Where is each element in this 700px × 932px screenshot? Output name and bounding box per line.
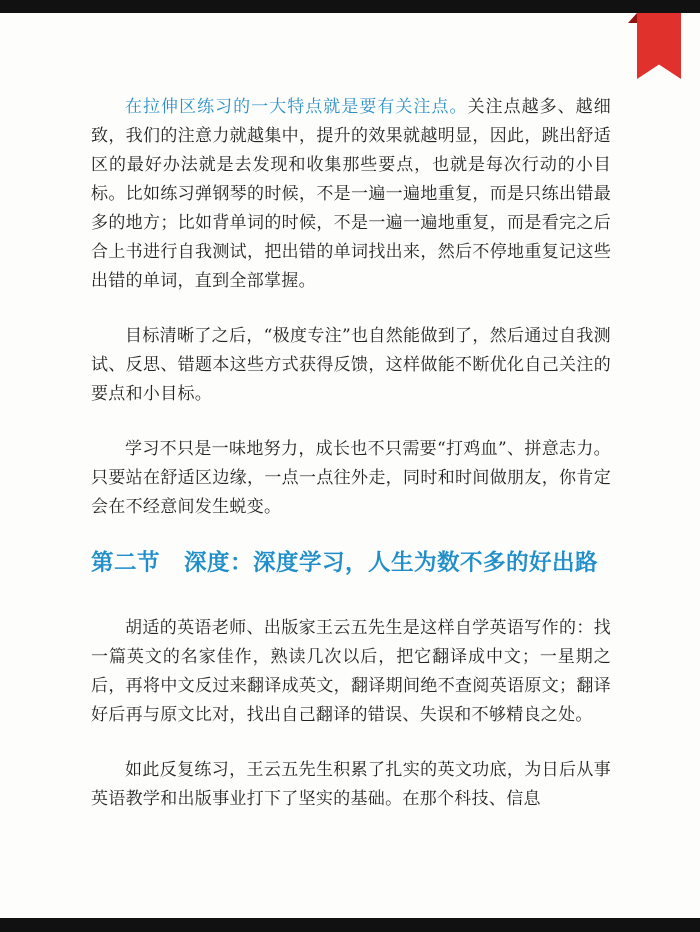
- paragraph-1-text: 关注点越多、越细致，我们的注意力就越集中，提升的效果就越明显，因此，跳出舒适区的最好办法就是去发现和收集那些要点，也就是每次行动的小目标。比如练习弹钢琴的时候，不是一遍一遍地重复，而是只练出错最多的地方；比如背单词的时候，不是一遍一遍地重复，而是看完之后合上书进行自我测试，把出错的单词找出来，然后不停地重复记这些出错的单词，直到全部掌握。: [91, 97, 612, 291]
- top-black-bar: [0, 0, 700, 13]
- highlighted-sentence: 在拉伸区练习的一大特点就是要有关注点。: [125, 97, 468, 117]
- bookmark-icon[interactable]: [637, 13, 681, 79]
- bookmark-fold: [628, 13, 637, 23]
- paragraph-5: 如此反复练习，王云五先生积累了扎实的英文功底，为日后从事英语教学和出版事业打下了坚实的基础。在那个科技、信息: [91, 760, 611, 809]
- section-heading: [91, 548, 611, 578]
- bottom-black-bar: [0, 918, 700, 932]
- paragraph-2: 目标清晰了之后，“极度专注”也自然能做到了，然后通过自我测试、反思、错题本这些方式获得反馈，这样做能不断优化自己关注的要点和小目标。: [91, 326, 611, 404]
- section-number: 第二节: [91, 550, 161, 576]
- paragraph-1: [91, 93, 611, 296]
- page-content: [91, 93, 611, 840]
- paragraph-3: 学习不只是一味地努力，成长也不只需要“打鸡血”、拼意志力。只要站在舒适区边缘，一点一点往外走，同时和时间做朋友，你肯定会在不经意间发生蜕变。: [91, 439, 611, 517]
- paragraph-4: 胡适的英语老师、出版家王云五先生是这样自学英语写作的：找一篇英文的名家佳作，熟读几次以后，把它翻译成中文；一星期之后，再将中文反过来翻译成英文，翻译期间绝不查阅英语原文；翻译好后再与原文比对，找出自己翻译的错误、失误和不够精良之处。: [91, 618, 611, 725]
- section-title: 深度：深度学习，人生为数不多的好出路: [184, 550, 599, 576]
